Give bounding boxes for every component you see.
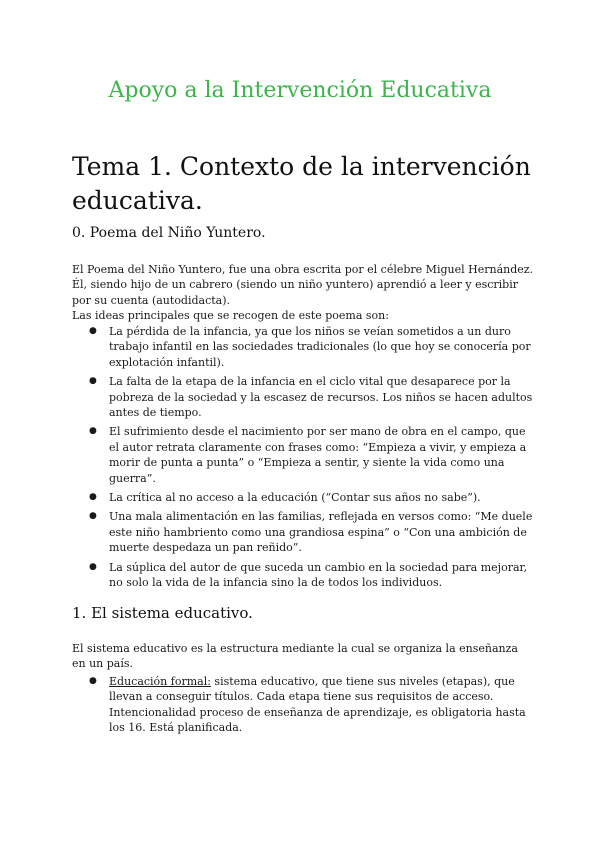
section-0-bullet-list	[72, 324, 534, 595]
section-0-heading: 0. Poema del Niño Yuntero.	[72, 225, 266, 241]
bullet-icon: ●	[89, 492, 97, 503]
bullet-icon: ●	[89, 511, 97, 522]
bullet-icon: ●	[89, 561, 97, 572]
list-item: ● La pérdida de la infancia, ya que los niños se veían sometidos a un duro trabajo infantil en las sociedades tradicionales (lo que hoy se conocería por explotación infantil).	[89, 325, 531, 369]
term-label: Educación formal:	[109, 675, 211, 688]
bullet-icon: ●	[89, 426, 97, 437]
document-title: Apoyo a la Intervención Educativa	[108, 78, 492, 103]
section-1-intro: El sistema educativo es la estructura mediante la cual se organiza la enseñanza en un país.	[72, 642, 518, 671]
list-item: ● Educación formal: sistema educativo, que tiene sus niveles (etapas), que llevan a conseguir títulos. Cada etapa tiene sus requisitos de acceso. Intencionalidad proceso de enseñanza de aprendizaje, es obligatoria hasta los 16. Está planificada.	[89, 675, 526, 735]
list-item: ● El sufrimiento desde el nacimiento por ser mano de obra en el campo, que el autor retrata claramente con frases como: “Empieza a vivir, y empieza a morir de punta a punta” o “Empieza a sentir, y siente la vida como una guerra”.	[89, 425, 527, 485]
list-item: ● La súplica del autor de que suceda un cambio en la sociedad para mejorar, no solo la vida de la infancia sino la de todos los individuos.	[89, 560, 528, 590]
bullet-icon: ●	[89, 676, 97, 686]
topic-heading: Tema 1. Contexto de la intervención educativa.	[72, 152, 531, 215]
section-1-bullet-list	[72, 674, 534, 740]
section-1-heading: 1. El sistema educativo.	[72, 604, 253, 622]
section-0-list-intro: Las ideas principales que se recogen de este poema son:	[72, 309, 389, 322]
bullet-icon: ●	[89, 326, 97, 336]
list-item: ● Una mala alimentación en las familias, reflejada en versos como: “Me duele este niño hambriento como una grandiosa espina” o “Con una ambición de muerte despedaza un pan reñido”.	[89, 510, 533, 555]
list-item: ● La falta de la etapa de la infancia en el ciclo vital que desaparece por la pobreza de la sociedad y la escasez de recursos. Los niños se hacen adultos antes de tiempo.	[89, 375, 533, 420]
section-0-intro: El Poema del Niño Yuntero, fue una obra escrita por el célebre Miguel Hernández. Él, siendo hijo de un cabrero (siendo un niño yuntero) aprendió a leer y escribir por su cuenta (autodidacta).	[72, 263, 534, 307]
bullet-icon: ●	[89, 376, 97, 387]
list-item: ● La crítica al no acceso a la educación (“Contar sus años no sabe”).	[89, 491, 481, 505]
